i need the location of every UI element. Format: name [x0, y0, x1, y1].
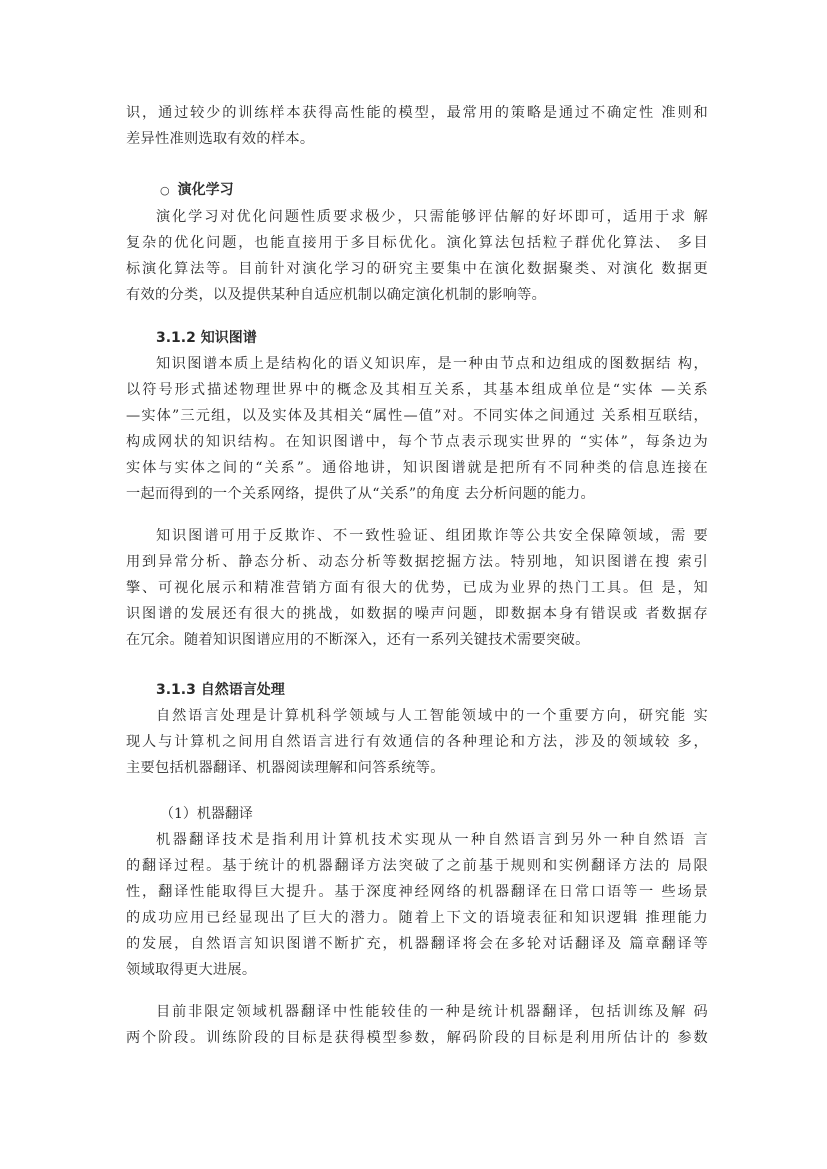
text-line: 性，翻译性能取得巨大提升。基于深度神经网络的机器翻译在日常口语等一 些场景 [126, 884, 708, 900]
machine-translation-paragraph-2 [126, 999, 708, 1051]
text-line: 现人与计算机之间用自然语言进行有效通信的各种理论和方法，涉及的领域较 多， [126, 734, 708, 750]
intro-paragraph [126, 100, 708, 152]
text-line: 构成网状的知识结构。在知识图谱中，每个节点表示现实世界的 “实体”，每条边为 [126, 434, 708, 450]
knowledge-graph-section [126, 325, 708, 507]
text-line: 的成功应用已经显现出了巨大的潜力。随着上下文的语境表征和知识逻辑 推理能力 [126, 910, 708, 926]
text-line: 识图谱的发展还有很大的挑战，如数据的噪声问题，即数据本身有错误或 者数据存 [126, 606, 708, 622]
text-line: 标演化算法等。目前针对演化学习的研究主要集中在演化数据聚类、对演化 数据更 [126, 261, 708, 277]
machine-translation-section [126, 801, 708, 983]
text-line: 领域取得更大进展。 [126, 962, 257, 978]
text-line: 主要包括机器翻译、机器阅读理解和问答系统等。 [126, 760, 445, 776]
text-line: 目前非限定领域机器翻译中性能较佳的一种是统计机器翻译，包括训练及解 码 [156, 1004, 708, 1020]
text-line: 以符号形式描述物理世界中的概念及其相互关系，其基本组成单位是“实体 —关系 [126, 382, 708, 398]
bullet-icon: ○ [160, 184, 170, 197]
text-line: —实体”三元组，以及实体及其相关“属性—值”对。不同实体之间通过 关系相互联结， [126, 408, 708, 424]
section-heading [126, 177, 708, 204]
text-line: 有效的分类，以及提供某种自适应机制以确定演化机制的影响等。 [126, 287, 547, 303]
text-line: 自然语言处理是计算机科学领域与人工智能领域中的一个重要方向，研究能 实 [156, 708, 708, 724]
text-line: 在冗余。随着知识图谱应用的不断深入，还有一系列关键技术需要突破。 [126, 632, 590, 648]
text-line: 实体与实体之间的“关系”。通俗地讲，知识图谱就是把所有不同种类的信息连接在 [126, 460, 708, 476]
evolution-section [126, 177, 708, 308]
text-line: 识，通过较少的训练样本获得高性能的模型，最常用的策略是通过不确定性 准则和 [126, 105, 708, 121]
text-line: 擎、可视化展示和精准营销方面有很大的优势，已成为业界的热门工具。但 是，知 [126, 580, 708, 596]
text-line: 机器翻译技术是指利用计算机技术实现从一种自然语言到另外一种自然语 言 [156, 832, 708, 848]
text-line: 知识图谱可用于反欺诈、不一致性验证、组团欺诈等公共安全保障领域，需 要 [156, 528, 708, 544]
text-line: 知识图谱本质上是结构化的语义知识库，是一种由节点和边组成的图数据结 构， [156, 356, 708, 372]
section-heading: 3.1.2 知识图谱 [156, 330, 257, 346]
text-line: 用到异常分析、静态分析、动态分析等数据挖掘方法。特别地，知识图谱在搜 索引 [126, 554, 708, 570]
text-line: 复杂的优化问题，也能直接用于多目标优化。演化算法包括粒子群优化算法、 多目 [126, 235, 708, 251]
nlp-section [126, 677, 708, 781]
knowledge-graph-paragraph-2 [126, 523, 708, 653]
text-line: 两个阶段。训练阶段的目标是获得模型参数，解码阶段的目标是利用所估计的 参数 [126, 1030, 708, 1046]
section-heading: 3.1.3 自然语言处理 [156, 682, 285, 698]
text-line: 差异性准则选取有效的样本。 [126, 131, 315, 147]
text-line: 演化学习对优化问题性质要求极少，只需能够评估解的好坏即可，适用于求 解 [156, 209, 708, 225]
text-line: 的发展，自然语言知识图谱不断扩充，机器翻译将会在多轮对话翻译及 篇章翻译等 [126, 936, 708, 952]
text-line: 一起而得到的一个关系网络，提供了从“关系”的角度 去分析问题的能力。 [126, 486, 596, 502]
heading-text: 演化学习 [177, 182, 234, 198]
subsection-heading: （1）机器翻译 [160, 806, 253, 822]
text-line: 的翻译过程。基于统计的机器翻译方法突破了之前基于规则和实例翻译方法的 局限 [126, 858, 708, 874]
